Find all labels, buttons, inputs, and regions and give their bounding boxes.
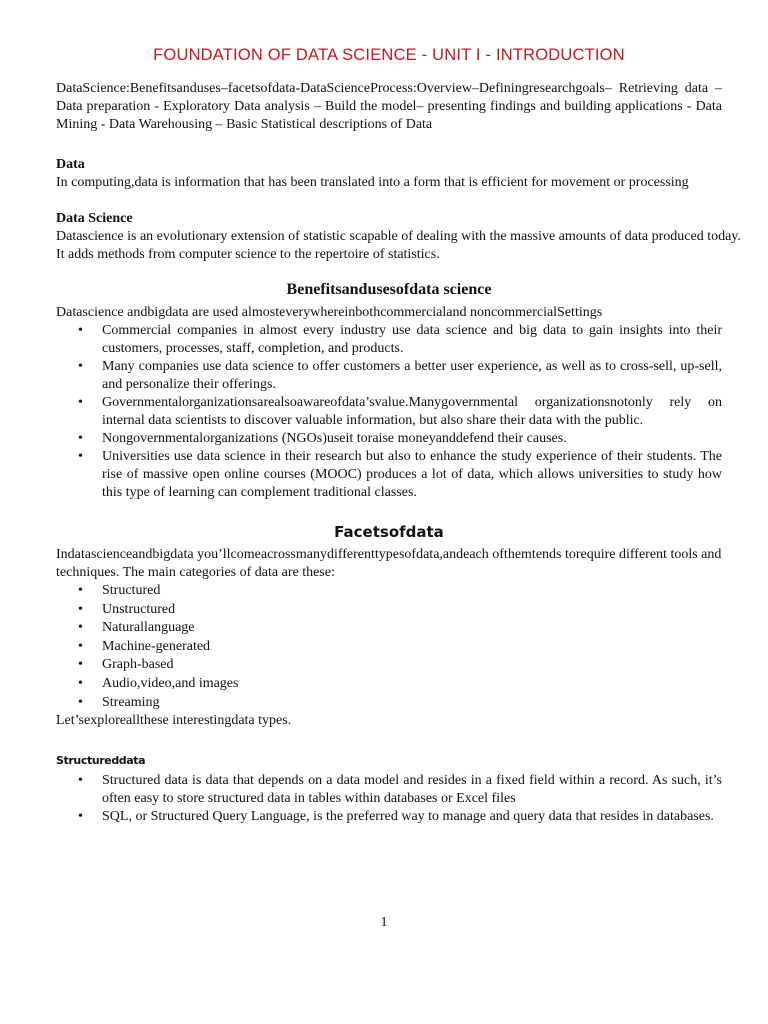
- list-item: • Unstructured: [102, 601, 722, 620]
- structured-data-list: [56, 772, 722, 826]
- benefits-heading: Benefitsandusesofdata science: [286, 281, 492, 298]
- list-item: • Commercial companies in almost every industry use data science and big data to gain insights into their customers, processes, staff, completion, and products.: [102, 322, 722, 358]
- list-item: • Streaming: [102, 694, 722, 713]
- list-item: • Machine-generated: [102, 638, 722, 657]
- structured-data-heading: Structureddata: [56, 754, 146, 768]
- list-item: • Governmentalorganizationsarealsoawareofdata’svalue.Manygovernmental organizationsnotonly rely on internal data scientists to discover valuable information, but also share their data with the public.: [102, 394, 722, 430]
- data-science-definition: Datascience is an evolutionary extension of statistic scapable of dealing with the massive amounts of data produced today. It adds methods from computer science to the repertoire of statistics.: [56, 229, 741, 262]
- data-heading: Data: [56, 157, 85, 172]
- data-definition: In computing,data is information that has been translated into a form that is efficient for movement or processing: [56, 175, 689, 190]
- list-item: • SQL, or Structured Query Language, is the preferred way to manage and query data that resides in databases.: [102, 808, 722, 826]
- document-title: FOUNDATION OF DATA SCIENCE - UNIT I - INTRODUCTION: [153, 46, 625, 64]
- list-item: • Nongovernmentalorganizations (NGOs)useit toraise moneyanddefend their causes.: [102, 430, 722, 448]
- list-item: • Structured data is data that depends on a data model and resides in a fixed field within a record. As such, it’s often easy to store structured data in tables within databases or Excel files: [102, 772, 722, 808]
- facets-lead: Indatascienceandbigdata you’llcomeacrossmanydifferenttypesofdata,andeach ofthemtends torequire different tools and techniques. The main categories of data are these:: [56, 547, 722, 580]
- facets-outro: Let’sexploreallthese interestingdata types.: [56, 713, 292, 729]
- intro-paragraph: DataScience:Benefitsanduses–facetsofdata-DataScienceProcess:Overview–Definingresearchgoals– Retrieving data – Data preparation - Exploratory Data analysis – Build the model– presenting findings and building applications - Data Mining - Data Warehousing – Basic Statistical descriptions of Data: [56, 81, 722, 132]
- list-item: • Audio,video,and images: [102, 675, 722, 694]
- data-science-heading: Data Science: [56, 211, 133, 226]
- list-item: • Many companies use data science to offer customers a better user experience, as well as to cross-sell, up-sell, and personalize their offerings.: [102, 358, 722, 394]
- benefits-list: [56, 322, 722, 502]
- facets-heading: Facetsofdata: [334, 523, 444, 541]
- facets-list: [56, 582, 722, 712]
- list-item: • Graph-based: [102, 656, 722, 675]
- page-number: 1: [380, 915, 388, 930]
- benefits-lead: Datascience andbigdata are used almosteverywhereinbothcommercialand noncommercialSettings: [56, 305, 603, 320]
- list-item: • Naturallanguage: [102, 619, 722, 638]
- list-item: • Universities use data science in their research but also to enhance the study experience of their students. The rise of massive open online courses (MOOC) produces a lot of data, which allows universities to study how this type of learning can complement traditional classes.: [102, 448, 722, 502]
- list-item: • Structured: [102, 582, 722, 601]
- document-page: [56, 44, 741, 826]
